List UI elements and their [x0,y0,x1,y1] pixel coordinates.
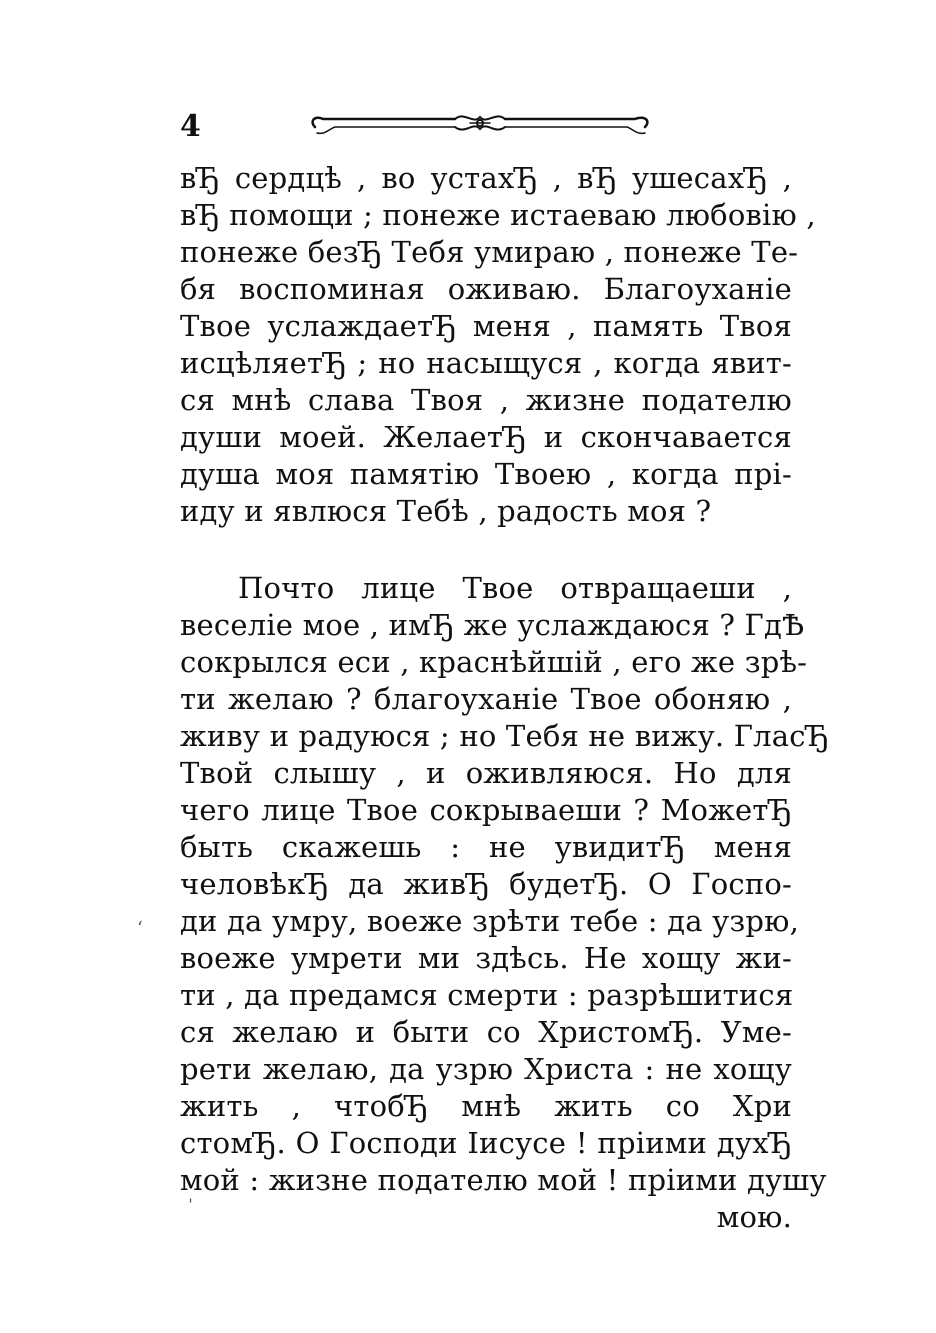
ornamental-rule [305,105,655,145]
text-line: Твой слышу , и оживляюся. Но для [180,756,792,790]
text-line: ди да умру, воеже зрѣти тебе : да узрю, [180,904,800,938]
text-line: ти , да предамся смерти : разрѣшитися [180,978,794,1012]
ink-speck: ‘ [137,918,143,939]
text-line: вЂ помощи ; понеже истаеваю любовію , [180,198,816,232]
text-line: веселіе мое , имЂ же услаждаюся ? ГдѢ [180,608,805,642]
text-line: вЂ сердцѣ , во устахЂ , вЂ ушесахЂ , [180,161,792,195]
paragraph-1 [180,160,816,530]
text-line: рети желаю, да узрю Христа : не хощу [180,1052,792,1086]
text-line: ся мнѣ слава Твоя , жизне подателю [180,383,792,417]
text-line: чего лице Твое сокрываеши ? МожетЂ [180,793,792,827]
text-line: сокрылся еси , краснѣйшій , его же зрѣ- [180,645,808,679]
text-line: стомЂ. О Господи Іисусе ! пріими духЂ [180,1126,792,1160]
paragraph-2 [180,570,830,1236]
text-line: ся желаю и быти со ХристомЂ. Уме- [180,1015,792,1049]
text-line: исцѣляетЂ ; но насыщуся , когда явит- [180,346,792,380]
text-line: иду и явлюся Тебѣ , радость моя ? [180,494,712,528]
text-line: воеже умрети ми здѣсь. Не хощу жи- [180,941,792,975]
ink-speck: ˈ [188,1196,193,1217]
text-line: мой : жизне подателю мой ! пріими душу [180,1163,827,1197]
text-line: бя воспоминая оживаю. Благоуханіе [180,272,792,306]
text-line: быть скажешь : не увидитЂ меня [180,830,792,864]
text-line: Почто лице Твое отвращаеши , [238,571,792,605]
text-line: Твое услаждаетЂ меня , память Твоя [180,309,792,343]
text-line: живу и радуюся ; но Тебя не вижу. ГласЂ [180,719,830,753]
text-line-end: мою. [716,1200,792,1234]
text-line: жить , чтобЂ мнѣ жить со Хри [180,1089,792,1123]
text-line: ти желаю ? благоуханіе Твое обоняю , [180,682,792,716]
text-line: понеже безЂ Тебя умираю , понеже Те- [180,235,799,269]
text-line: душа моя памятію Твоею , когда прі- [180,457,792,491]
text-line: человѣкЂ да живЂ будетЂ. О Госпо- [180,867,792,901]
page-number: 4 [180,109,201,144]
text-line: души моей. ЖелаетЂ и скончавается [180,420,792,454]
